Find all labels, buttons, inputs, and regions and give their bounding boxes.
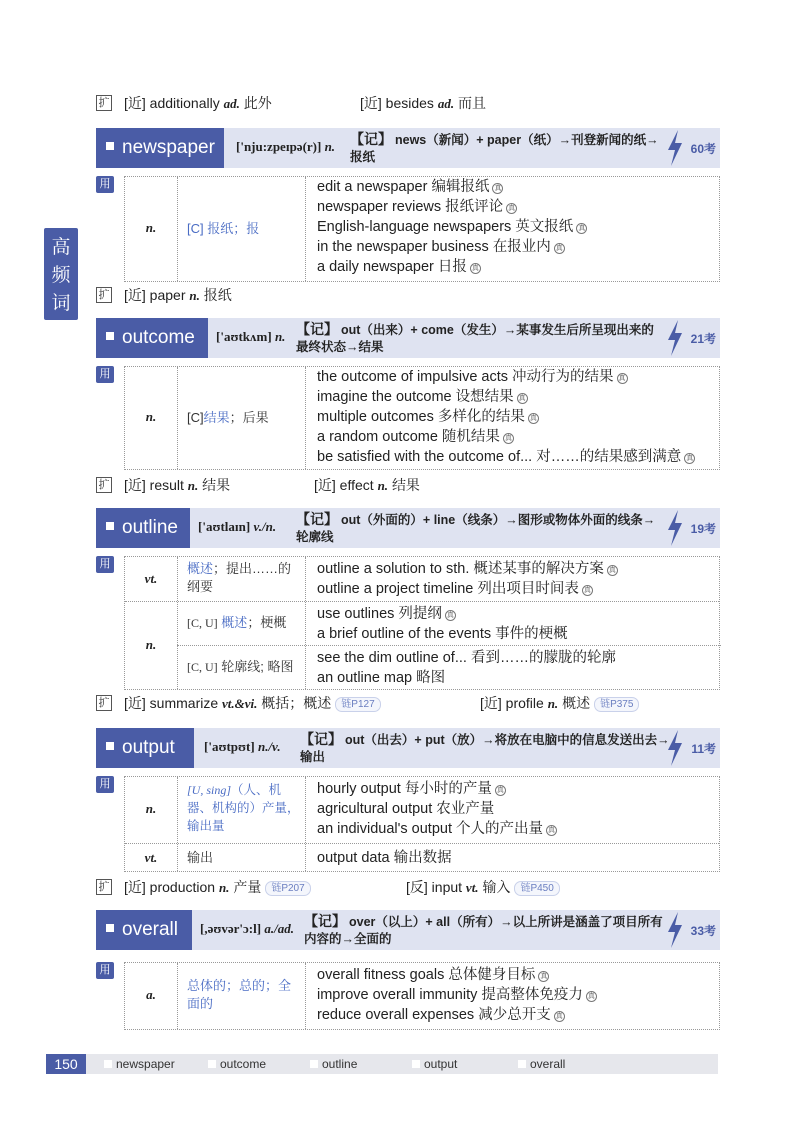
lightning-icon: [666, 130, 684, 166]
extension-row: [96, 692, 696, 714]
table-row: [125, 367, 719, 469]
footer-word: outline: [310, 1054, 357, 1074]
meaning: 总体的；总的；全面的: [187, 978, 292, 1011]
page-reference: 链P207: [265, 881, 310, 896]
example: outline a project timeline 列出项目时间表 真: [317, 581, 591, 597]
extension-icon: 扩: [96, 879, 112, 895]
example-list: [317, 604, 568, 644]
memory-tip: 【记】 out（出来）+ come（发生）→某事发生后所呈现出来的最终状态→结果: [296, 321, 654, 354]
phonetic: ['nju:zpeɪpə(r)] n.: [236, 139, 336, 154]
memory-tip: 【记】 over（以上）+ all（所有）→以上所讲是涵盖了项目所有内容的→全面的: [304, 913, 663, 946]
usage-table: [124, 176, 720, 282]
phonetic: ['aʊtlaɪn] v./n.: [198, 519, 277, 534]
side-tab-char: 频: [51, 265, 71, 286]
example-list: [317, 779, 557, 839]
meaning: 概述；提出……的纲要: [187, 561, 292, 594]
page-reference: 链P375: [594, 697, 639, 712]
part-of-speech: n.: [145, 637, 157, 652]
usage-table: [124, 366, 720, 470]
headword: outcome: [96, 318, 208, 358]
table-row: [125, 963, 719, 1029]
headword: newspaper: [96, 128, 224, 168]
example-list: [317, 848, 452, 868]
exam-count: 11考: [691, 742, 716, 756]
usage-icon: 用: [96, 556, 114, 573]
example: edit a newspaper 编辑报纸 真: [317, 179, 502, 195]
usage-table: [124, 962, 720, 1030]
exam-count: 60考: [690, 142, 716, 156]
example: English-language newspapers 英文报纸 真: [317, 219, 586, 235]
synonym: [近] paper n. 报纸: [124, 287, 232, 303]
memory-tip: 【记】 out（外面的）+ line（线条）→图形或物体外面的线条→轮廓线: [296, 511, 656, 544]
example: imagine the outcome 设想结果 真: [317, 389, 526, 405]
phonetic: ['aʊtpʊt] n./v.: [204, 739, 281, 754]
usage-icon: 用: [96, 176, 114, 193]
antonym: [反] input vt. 输入 链P450: [406, 876, 560, 899]
example: see the dim outline of... 看到……的朦胧的轮廓: [317, 650, 616, 666]
meaning: [C, U] 概述；梗概: [187, 615, 287, 630]
example: use outlines 列提纲 真: [317, 606, 454, 622]
meaning: [C] 报纸；报: [187, 221, 260, 236]
extension-row: [96, 474, 696, 496]
usage-table: [124, 556, 720, 690]
example: in the newspaper business 在报业内 真: [317, 239, 563, 255]
example: a brief outline of the events 事件的梗概: [317, 626, 568, 642]
example-list: [317, 965, 597, 1025]
memory-tip: 【记】 out（出去）+ put（放）→将放在电脑中的信息发送出去→输出: [300, 731, 670, 764]
example: hourly output 每小时的产量 真: [317, 781, 504, 797]
example: be satisfied with the outcome of... 对……的结果感到满意 真: [317, 449, 694, 465]
synonym: [近] additionally ad. 此外: [124, 95, 272, 111]
extension-row: [96, 92, 696, 114]
page-number: 150: [46, 1054, 86, 1074]
example-list: [317, 559, 618, 599]
part-of-speech: vt.: [144, 571, 158, 586]
phonetic: [,əʊvər'ɔ:l] a./ad.: [200, 921, 294, 936]
phonetic: ['aʊtkʌm] n.: [216, 329, 286, 344]
entry-header-overall: [96, 910, 720, 950]
table-row: [125, 777, 719, 843]
example: a random outcome 随机结果 真: [317, 429, 512, 445]
exam-count: 33考: [690, 924, 716, 938]
meaning: [C]结果；后果: [187, 410, 269, 425]
headword: overall: [96, 910, 192, 950]
synonym: [近] profile n. 概述 链P375: [480, 692, 639, 715]
table-row: [125, 601, 719, 645]
example: reduce overall expenses 减少总开支 真: [317, 1007, 563, 1023]
example: multiple outcomes 多样化的结果 真: [317, 409, 537, 425]
example-list: [317, 648, 616, 688]
extension-row: [96, 284, 696, 306]
lightning-icon: [666, 912, 684, 948]
usage-icon: 用: [96, 962, 114, 979]
example: newspaper reviews 报纸评论 真: [317, 199, 516, 215]
exam-count: 21考: [690, 332, 716, 346]
example: output data 输出数据: [317, 850, 452, 866]
part-of-speech: vt.: [144, 850, 158, 865]
lightning-icon: [666, 510, 684, 546]
part-of-speech: n.: [145, 220, 157, 235]
example: overall fitness goals 总体健身目标 真: [317, 967, 548, 983]
synonym: [近] production n. 产量 链P207: [124, 876, 311, 899]
example: an outline map 略图: [317, 670, 446, 686]
part-of-speech: n.: [145, 409, 157, 424]
synonym: [近] summarize vt.&vi. 概括；概述 链P127: [124, 692, 381, 715]
exam-count: 19考: [690, 522, 716, 536]
extension-icon: 扩: [96, 695, 112, 711]
extension-icon: 扩: [96, 287, 112, 303]
example-list: [317, 177, 587, 277]
high-frequency-tab: [44, 228, 78, 320]
side-tab-char: 高: [51, 237, 71, 258]
example: a daily newspaper 日报 真: [317, 259, 479, 275]
entry-header-outline: [96, 508, 720, 548]
page-reference: 链P450: [514, 881, 559, 896]
meaning: [U, sing]（人、机器、机构的）产量，输出量: [187, 783, 300, 833]
meaning: 输出: [187, 850, 214, 865]
table-row: [125, 557, 719, 601]
synonym: [近] effect n. 结果: [314, 477, 420, 493]
memory-tip: 【记】 news（新闻）+ paper（纸）→刊登新闻的纸→报纸: [350, 131, 659, 164]
extension-icon: 扩: [96, 95, 112, 111]
part-of-speech: n.: [145, 801, 157, 816]
usage-icon: 用: [96, 366, 114, 383]
example: agricultural output 农业产量: [317, 801, 495, 817]
table-row: [177, 645, 721, 689]
footer-word: newspaper: [104, 1054, 175, 1074]
footer-word: output: [412, 1054, 457, 1074]
lightning-icon: [666, 730, 684, 766]
meaning: [C, U] 轮廓线; 略图: [187, 659, 294, 674]
example: the outcome of impulsive acts 冲动行为的结果 真: [317, 369, 626, 385]
synonym: [近] result n. 结果: [124, 477, 231, 493]
entry-header-output: [96, 728, 720, 768]
table-row: [125, 177, 719, 281]
extension-row: [96, 876, 696, 898]
side-tab-char: 词: [51, 293, 71, 314]
page-reference: 链P127: [335, 697, 380, 712]
extension-icon: 扩: [96, 477, 112, 493]
usage-icon: 用: [96, 776, 114, 793]
entry-header-outcome: [96, 318, 720, 358]
example-list: [317, 367, 695, 467]
entry-header-newspaper: [96, 128, 720, 168]
example: an individual's output 个人的产出量 真: [317, 821, 556, 837]
example: outline a solution to sth. 概述某事的解决方案 真: [317, 561, 616, 577]
footer-word: overall: [518, 1054, 565, 1074]
usage-table: [124, 776, 720, 872]
headword: outline: [96, 508, 190, 548]
part-of-speech: a.: [146, 987, 156, 1002]
synonym: [近] besides ad. 而且: [360, 95, 486, 111]
table-row: [125, 843, 719, 871]
page-footer: [46, 1054, 718, 1074]
example: improve overall immunity 提高整体免疫力 真: [317, 987, 595, 1003]
footer-word: outcome: [208, 1054, 266, 1074]
headword: output: [96, 728, 194, 768]
lightning-icon: [666, 320, 684, 356]
